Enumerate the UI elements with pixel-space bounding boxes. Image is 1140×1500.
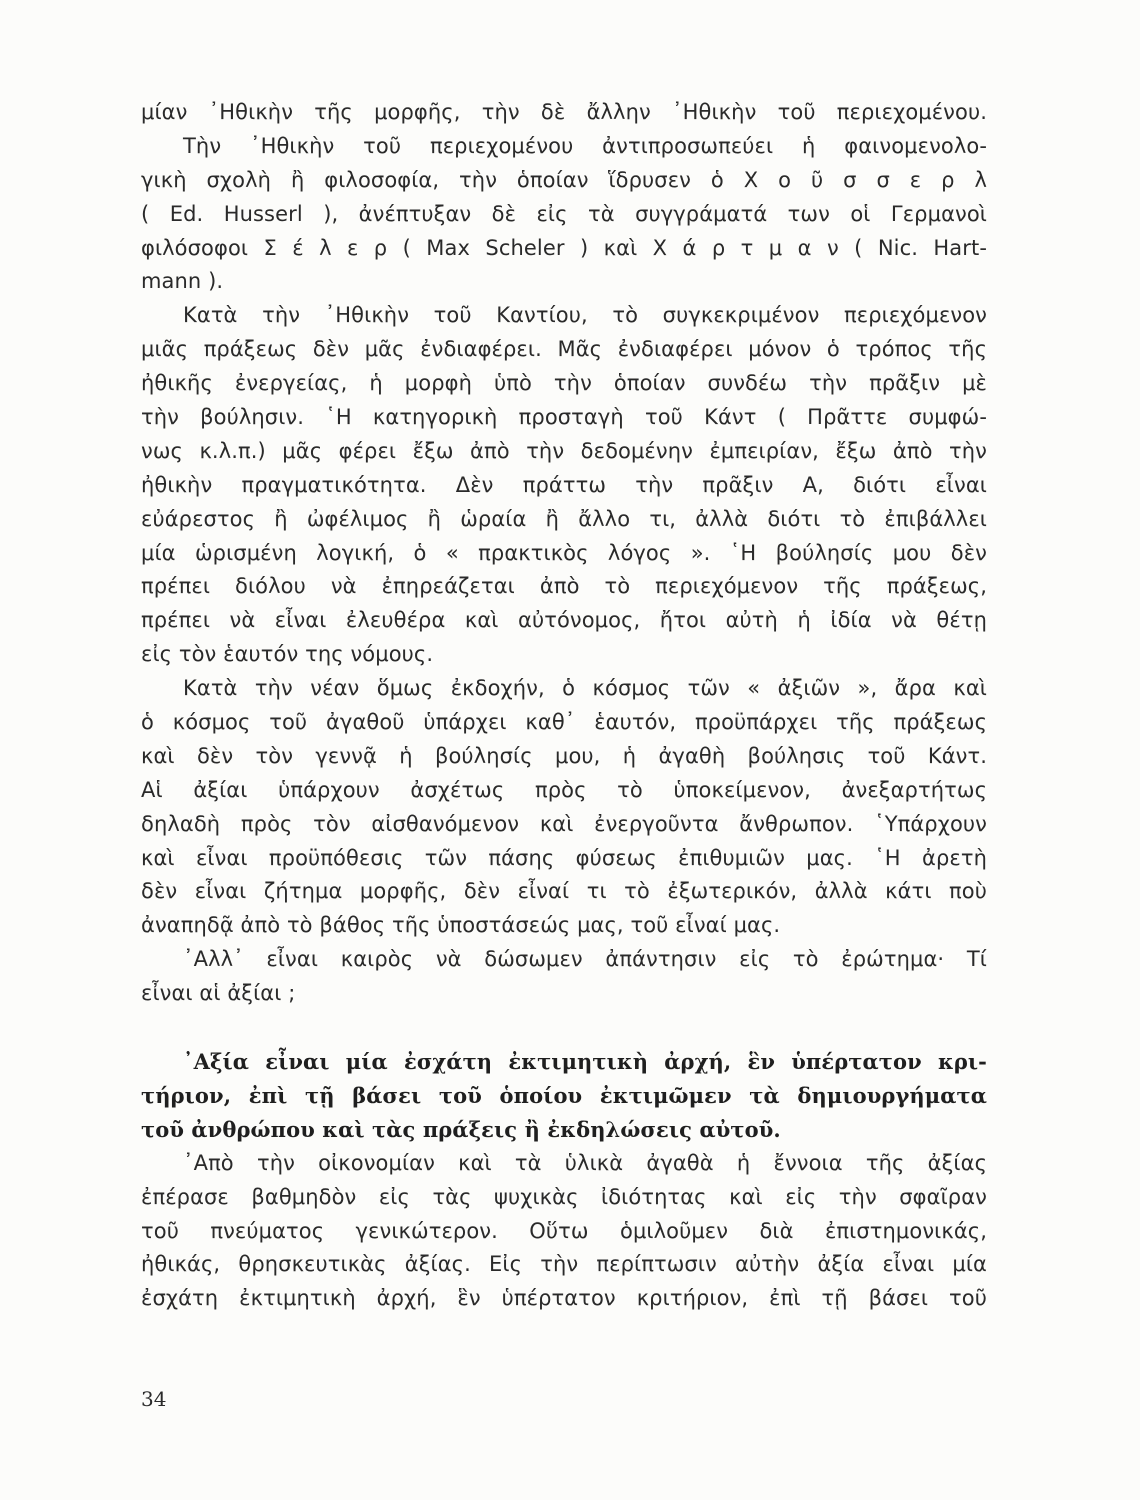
text-line: γικὴ σχολὴ ἢ φιλοσοφία, τὴν ὁποίαν ἵδρυσεν ὁ Χ ο ῦ σ σ ε ρ λ xyxy=(141,167,987,192)
text-line: Κατὰ τὴν ᾿Ηθικὴν τοῦ Καντίου, τὸ συγκεκριμένον περιεχόμενον xyxy=(183,303,987,328)
definition-line: τήριον, ἐπὶ τῇ βάσει τοῦ ὁποίου ἐκτιμῶμεν τὰ δημιουργήματα xyxy=(141,1082,987,1108)
text-line: τοῦ πνεύματος γενικώτερον. Οὕτω ὁμιλοῦμεν διὰ ἐπιστημονικάς, xyxy=(141,1218,987,1243)
text-line: ἠθικὴν πραγματικότητα. Δὲν πράττω τὴν πρᾶξιν Α, διότι εἶναι xyxy=(141,472,987,497)
text-line: mann ). xyxy=(141,269,224,294)
text-line: μίαν ᾿Ηθικὴν τῆς μορφῆς, τὴν δὲ ἄλλην ᾿Ηθικὴν τοῦ περιεχομένου. xyxy=(141,100,987,124)
text-line: Κατὰ τὴν νέαν ὅμως ἐκδοχήν, ὁ κόσμος τῶν « ἀξιῶν », ἄρα καὶ xyxy=(183,676,987,701)
text-line: πρέπει διόλου νὰ ἐπηρεάζεται ἀπὸ τὸ περιεχόμενον τῆς πράξεως, xyxy=(141,574,987,599)
text-line: ἠθικῆς ἐνεργείας, ἡ μορφὴ ὑπὸ τὴν ὁποίαν συνδέω τὴν πρᾶξιν μὲ xyxy=(141,371,987,396)
text-line: ᾿Απὸ τὴν οἰκονομίαν καὶ τὰ ὑλικὰ ἀγαθὰ ἡ ἔννοια τῆς ἀξίας xyxy=(183,1150,987,1175)
text-line: ἐσχάτη ἐκτιμητικὴ ἀρχή, ἓν ὑπέρτατον κριτήριον, ἐπὶ τῇ βάσει τοῦ xyxy=(141,1286,987,1311)
definition-line: ᾿Αξία εἶναι μία ἐσχάτη ἐκτιμητικὴ ἀρχή, ἓν ὑπέρτατον κρι- xyxy=(183,1049,987,1075)
text-line: ἀναπηδᾷ ἀπὸ τὸ βάθος τῆς ὑποστάσεώς μας, τοῦ εἶναί μας. xyxy=(141,913,781,938)
text-line: μία ὡρισμένη λογική, ὁ « πρακτικὸς λόγος ». ῾Η βούλησίς μου δὲν xyxy=(141,540,987,565)
text-line: Αἱ ἀξίαι ὑπάρχουν ἀσχέτως πρὸς τὸ ὑποκείμενον, ἀνεξαρτήτως xyxy=(141,777,987,802)
text-line: ἠθικάς, θρησκευτικὰς ἀξίας. Εἰς τὴν περίπτωσιν αὐτὴν ἀξία εἶναι μία xyxy=(141,1252,987,1277)
text-line: Τὴν ᾿Ηθικὴν τοῦ περιεχομένου ἀντιπροσωπεύει ἡ φαινομενολο- xyxy=(183,133,987,158)
text-line: δηλαδὴ πρὸς τὸν αἰσθανόμενον καὶ ἐνεργοῦντα ἄνθρωπον. ῾Υπάρχουν xyxy=(141,811,987,836)
page-body xyxy=(141,96,987,1316)
text-line: εὐάρεστος ἢ ὠφέλιμος ἢ ὡραία ἢ ἄλλο τι, ἀλλὰ διότι τὸ ἐπιβάλλει xyxy=(141,506,987,531)
text-line: ᾿Αλλ᾿ εἶναι καιρὸς νὰ δώσωμεν ἀπάντησιν εἰς τὸ ἐρώτημα· Τί xyxy=(183,947,987,972)
text-line: καὶ δὲν τὸν γεννᾷ ἡ βούλησίς μου, ἡ ἀγαθὴ βούλησις τοῦ Κάντ. xyxy=(141,743,987,768)
paragraph-gap xyxy=(141,1011,987,1045)
text-line: πρέπει νὰ εἶναι ἐλευθέρα καὶ αὐτόνομος, ἤτοι αὐτὴ ἡ ἰδία νὰ θέτῃ xyxy=(141,608,987,633)
text-line: νως κ.λ.π.) μᾶς φέρει ἔξω ἀπὸ τὴν δεδομένην ἐμπειρίαν, ἔξω ἀπὸ τὴν xyxy=(141,438,987,463)
text-line: καὶ εἶναι προϋπόθεσις τῶν πάσης φύσεως ἐπιθυμιῶν μας. ῾Η ἀρετὴ xyxy=(141,845,987,870)
text-line: τὴν βούλησιν. ῾Η κατηγορικὴ προσταγὴ τοῦ Κάντ ( Πρᾶττε συμφώ- xyxy=(141,405,987,430)
text-line: μιᾶς πράξεως δὲν μᾶς ἐνδιαφέρει. Μᾶς ἐνδιαφέρει μόνον ὁ τρόπος τῆς xyxy=(141,337,987,362)
text-line: εἰς τὸν ἑαυτόν της νόμους. xyxy=(141,642,434,667)
text-line: ἐπέρασε βαθμηδὸν εἰς τὰς ψυχικὰς ἰδιότητας καὶ εἰς τὴν σφαῖραν xyxy=(141,1184,987,1209)
text-line: ὁ κόσμος τοῦ ἀγαθοῦ ὑπάρχει καθ᾿ ἑαυτόν, προϋπάρχει τῆς πράξεως xyxy=(141,710,987,735)
text-line: δὲν εἶναι ζήτημα μορφῆς, δὲν εἶναί τι τὸ ἐξωτερικόν, ἀλλὰ κάτι ποὺ xyxy=(141,879,987,904)
definition-line: τοῦ ἀνθρώπου καὶ τὰς πράξεις ἢ ἐκδηλώσεις αὐτοῦ. xyxy=(141,1116,781,1142)
text-line: ( Ed. Husserl ), ἀνέπτυξαν δὲ εἰς τὰ συγγράματά των οἱ Γερμανοὶ xyxy=(141,201,987,226)
text-line: εἶναι αἱ ἀξίαι ; xyxy=(141,981,296,1006)
page-number: 34 xyxy=(141,1387,167,1411)
text-line: φιλόσοφοι Σ έ λ ε ρ ( Max Scheler ) καὶ Χ ά ρ τ μ α ν ( Nic. Hart- xyxy=(141,235,987,260)
